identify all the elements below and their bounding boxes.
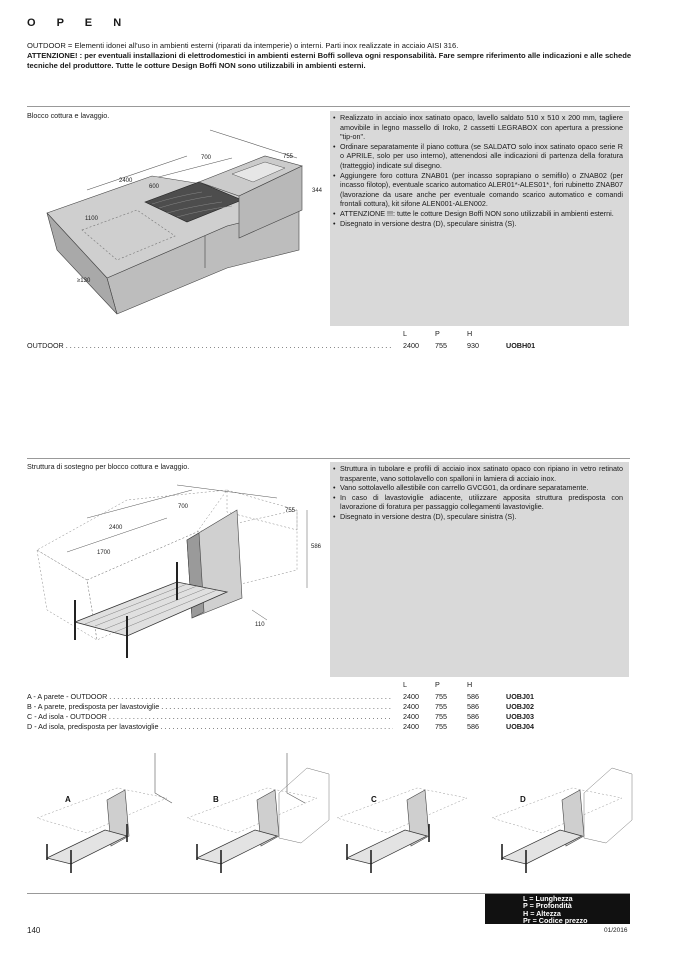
row-p: 755 [435, 712, 447, 721]
variant-label: D [520, 795, 526, 804]
col-header-l: L [403, 680, 407, 689]
row-p: 755 [435, 702, 447, 711]
page-number: 140 [27, 926, 41, 935]
row-code: UOBJ03 [506, 712, 534, 721]
variant-label: C [371, 795, 377, 804]
section2-bullet: • Vano sottolavello allestibile con carrello GVCG01, da ordinare separatamente. [340, 483, 623, 493]
product-row [27, 712, 630, 722]
dim-1100: 1100 [85, 216, 98, 222]
section1-notes-box [330, 111, 629, 326]
row-code: UOBJ01 [506, 692, 534, 701]
row-h: 930 [467, 341, 479, 350]
section2-caption: Struttura di sostegno per blocco cottura e lavaggio. [27, 462, 190, 471]
row-label: C - Ad isola - OUTDOOR . . . [27, 712, 393, 721]
row-l: 2400 [403, 722, 419, 731]
col-header-l: L [403, 329, 407, 338]
row-h: 586 [467, 692, 479, 701]
section1-caption: Blocco cottura e lavaggio. [27, 111, 110, 120]
dim-755: 755 [285, 508, 296, 514]
product-row [27, 341, 630, 351]
section2-notes-box [330, 462, 629, 677]
row-h: 586 [467, 722, 479, 731]
section1-bullet: • Ordinare separatamente il piano cottura (se SALDATO solo inox satinato opaco serie R o APRILE, solo per uso interno), attenendosi alle indicazioni di partenza della foratura (tratteggio) indicate sul disegno. [340, 142, 623, 171]
variant-b [187, 753, 329, 873]
legend-item: P = Profondità [523, 901, 572, 911]
product-row [27, 692, 630, 702]
dim-586: 586 [311, 544, 322, 550]
legend-item: H = Altezza [523, 908, 561, 918]
edition-date: 01/2016 [604, 927, 628, 934]
dim-130: ≥130 [77, 278, 91, 284]
legend-item: Pr = Codice prezzo [523, 916, 588, 926]
row-h: 586 [467, 702, 479, 711]
variant-a [37, 753, 172, 873]
section2-bullet: • Struttura in tubolare e profili di acciaio inox satinato opaco con ripiano in vetro retinato trasparente, vano sottolavello con spalloni in lamiera di acciaio inox. [340, 464, 623, 483]
variant-label: A [65, 795, 71, 804]
section1-bullet: • Realizzato in acciaio inox satinato opaco, lavello saldato 510 x 510 x 200 mm, tagliere amovibile in legno massello di Iroko, 2 cassetti LEGRABOX con apertura a pressione "tip-on". [340, 113, 623, 142]
section1-bullet: • ATTENZIONE !!!: tutte le cotture Design Boffi NON sono utilizzabili in ambienti esterni. [340, 209, 623, 219]
dim-700: 700 [201, 155, 212, 161]
row-l: 2400 [403, 692, 419, 701]
row-code: UOBH01 [506, 341, 536, 350]
section2-bullet: • Disegnato in versione destra (D), speculare sinistra (S). [340, 512, 623, 522]
intro-warning: ATTENZIONE! : per eventuali installazioni di elettrodomestici in ambienti esterni Boffi solleva ogni responsabilità. Fare sempre riferimento alle indicazioni e alle schede tecniche del produttore. Tutte le cotture Design Boffi NON sono utilizzabili in ambienti esterni. [27, 51, 632, 70]
col-header-h: H [467, 329, 473, 338]
legend-item: L = Lunghezza [523, 894, 573, 903]
row-label: A - A parete - OUTDOOR . . . [27, 692, 393, 701]
row-label: B - A parete, predisposta per lavastoviglie . . . [27, 702, 393, 711]
section2-drawing [27, 470, 327, 670]
row-code: UOBJ02 [506, 702, 534, 711]
dim-2400: 2400 [109, 525, 123, 531]
section1-bullet: • Aggiungere foro cottura ZNAB01 (per incasso soprapiano o semifilo) o ZNAB02 (per incasso filotop), eventuale scarico automatico ALER01*-ALES01*, fori rubinetto ZNAB07 (lavorazione da usare anche per eventuale comando scarico automatico e comandi frontali cottura), kit sifone ALEN001-ALEN002. [340, 171, 623, 209]
section1-bullet: • Disegnato in versione destra (D), speculare sinistra (S). [340, 219, 623, 229]
row-code: UOBJ04 [506, 722, 534, 731]
col-header-h: H [467, 680, 473, 689]
dim-110: 110 [255, 622, 265, 628]
dim-755: 755 [283, 154, 294, 160]
variant-d [492, 768, 632, 873]
row-label: OUTDOOR . . . [27, 341, 393, 350]
row-h: 586 [467, 712, 479, 721]
row-l: 2400 [403, 702, 419, 711]
product-row [27, 722, 630, 732]
section1-divider [27, 106, 630, 107]
row-p: 755 [435, 692, 447, 701]
row-l: 2400 [403, 712, 419, 721]
product-row [27, 702, 630, 712]
variant-c [337, 788, 467, 873]
row-l: 2400 [403, 341, 419, 350]
legend-box [485, 894, 630, 924]
variant-label: B [213, 795, 219, 804]
row-p: 755 [435, 341, 447, 350]
intro-note: OUTDOOR = Elementi idonei all'uso in ambienti esterni (riparati da intemperie) o interni. Parti inox realizzate in acciaio AISI 316. [27, 41, 459, 50]
section2-divider [27, 458, 630, 459]
dim-1700: 1700 [97, 550, 111, 556]
brand-title: O P E N [27, 17, 131, 29]
dim-600: 600 [149, 184, 160, 190]
col-header-p: P [435, 680, 440, 689]
dim-700: 700 [178, 504, 189, 510]
row-label: D - Ad isola, predisposta per lavastoviglie . . . [27, 722, 393, 731]
variants-drawing [27, 748, 637, 883]
intro-text [27, 41, 657, 71]
col-header-p: P [435, 329, 440, 338]
section1-drawing [27, 118, 327, 330]
row-p: 755 [435, 722, 447, 731]
dim-344: 344 [312, 188, 323, 194]
section2-bullet: • In caso di lavastoviglie adiacente, utilizzare apposita struttura predisposta con lavorazione di foratura per passaggio collegamenti lavastoviglie. [340, 493, 623, 512]
dim-2400: 2400 [119, 178, 133, 184]
